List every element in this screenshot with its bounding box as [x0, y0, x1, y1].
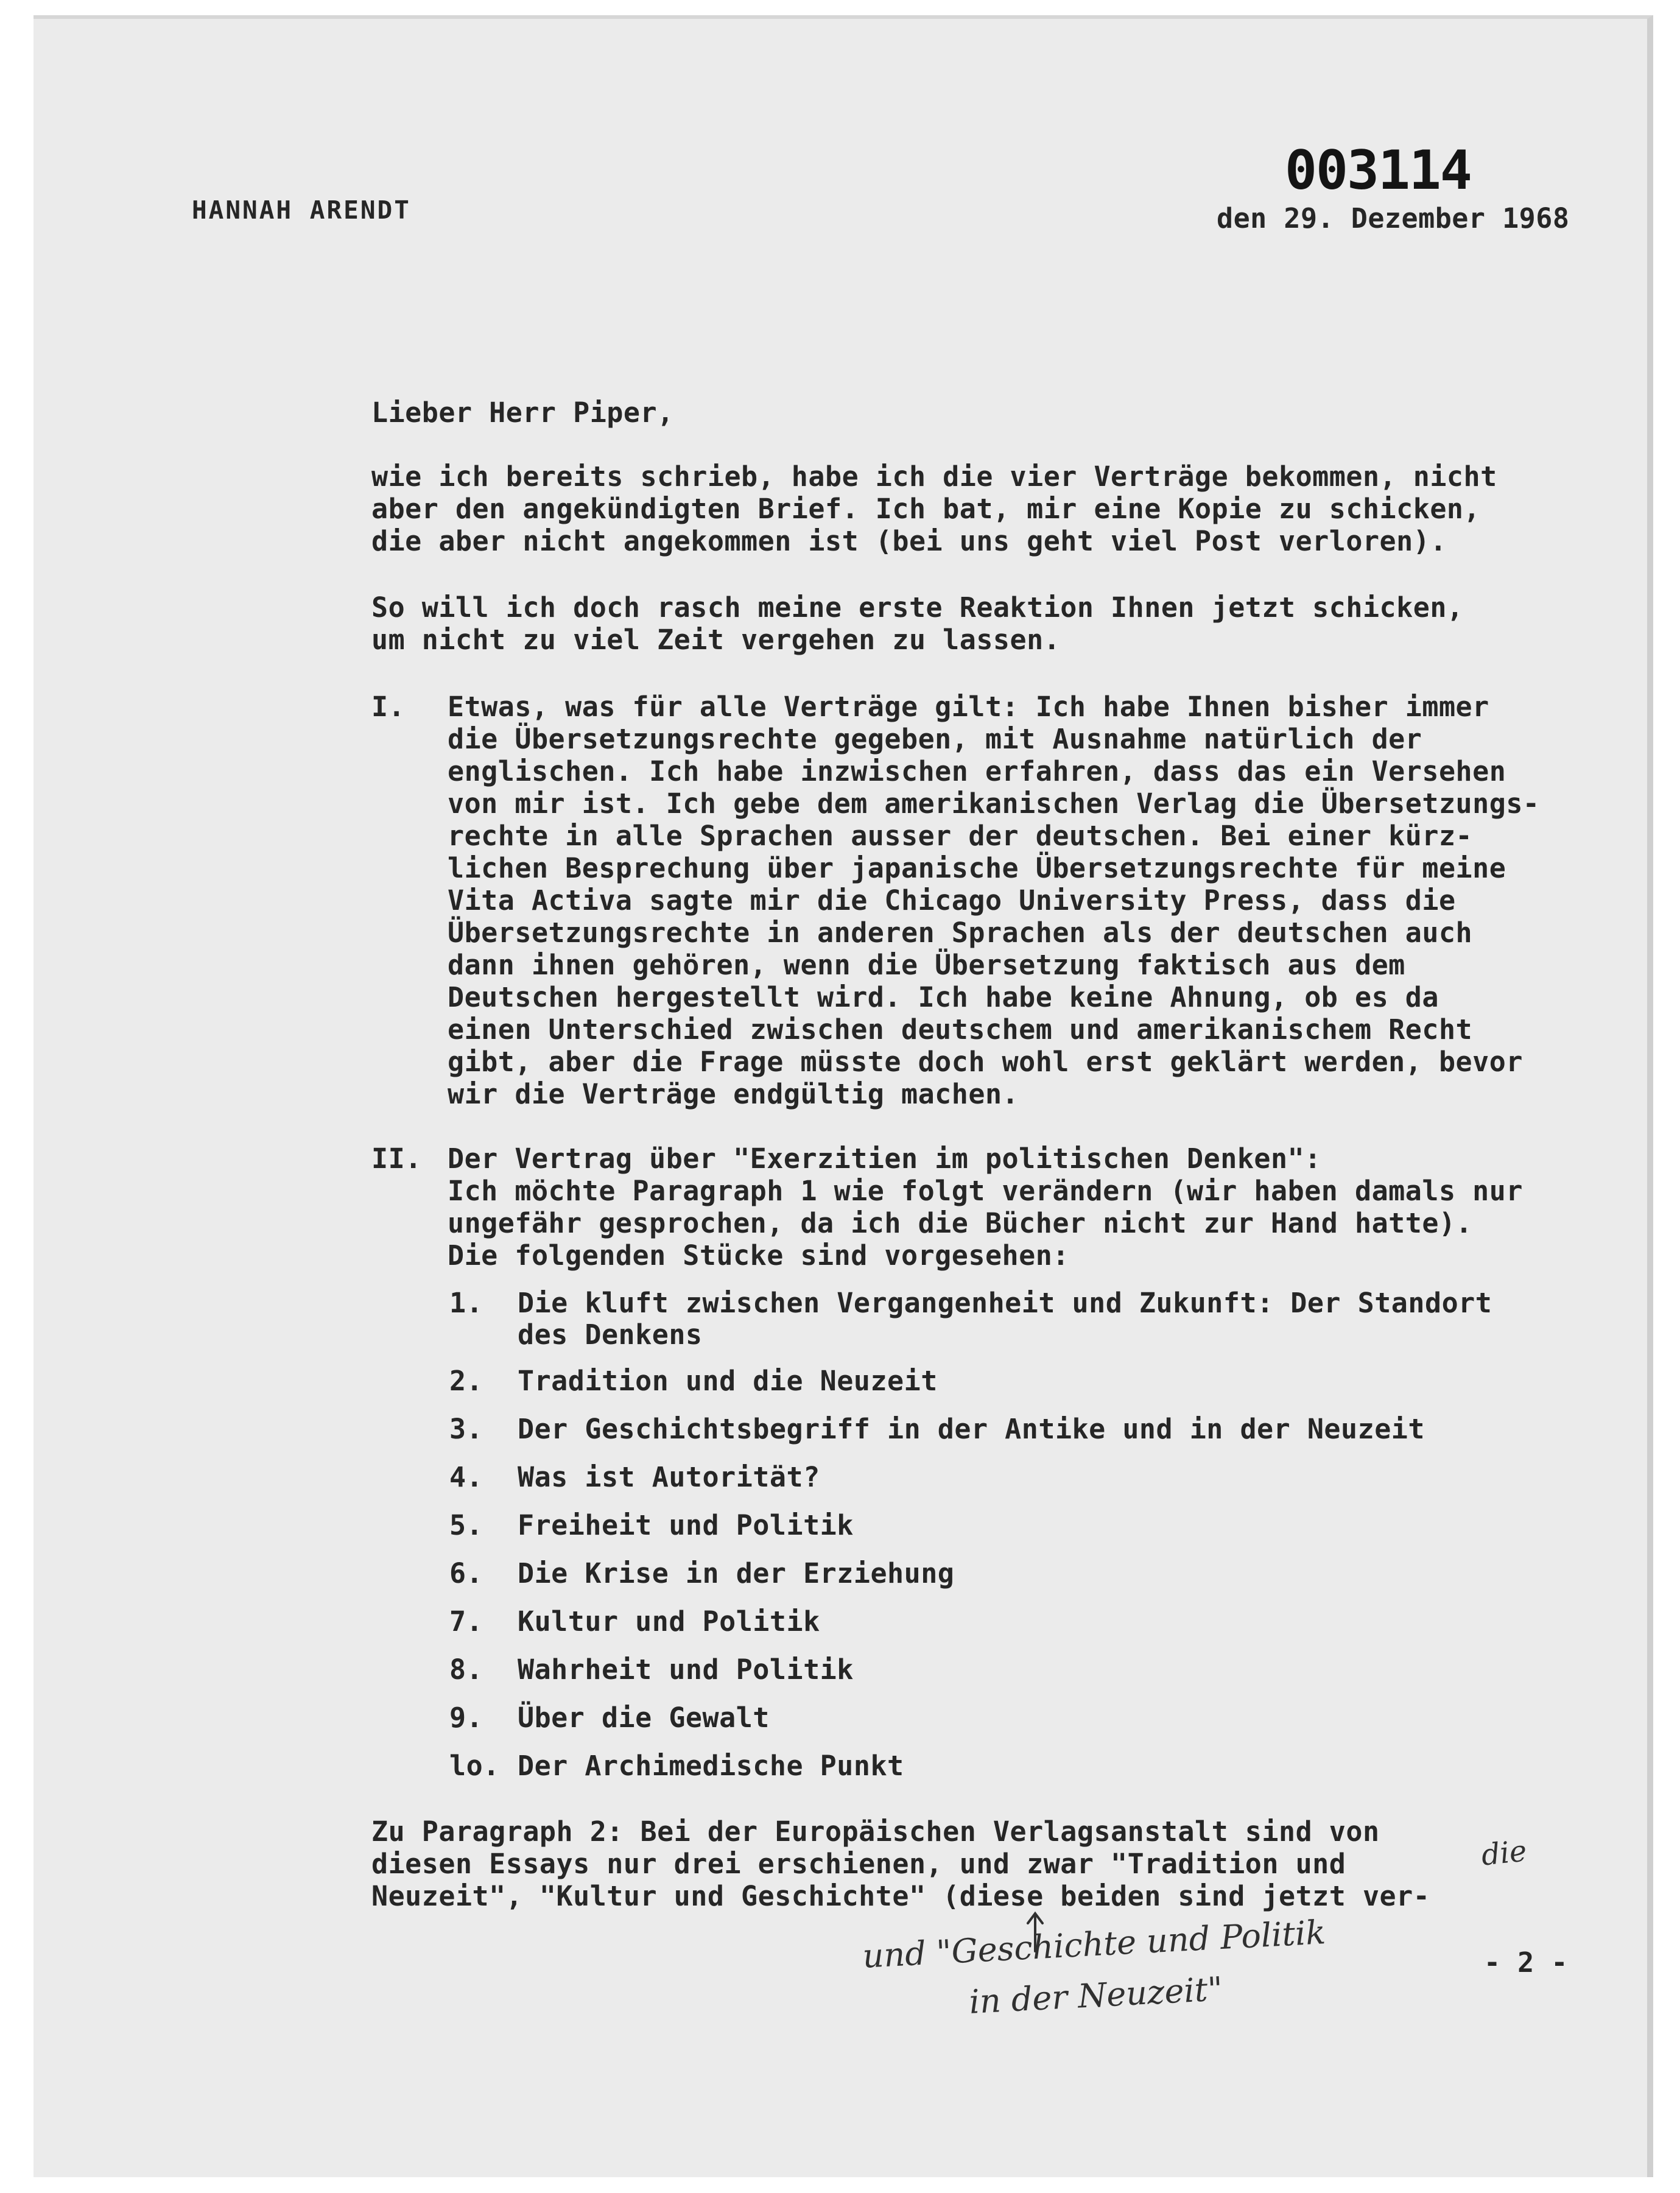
section-1-line: einen Unterschied zwischen deutschem und amerikanischem Recht	[448, 1013, 1473, 1046]
paragraph-1-line: wie ich bereits schrieb, habe ich die vier Verträge bekommen, nicht	[371, 460, 1497, 493]
archive-stamp-number: 003114	[1285, 139, 1471, 202]
section-2-line: Die folgenden Stücke sind vorgesehen:	[448, 1239, 1069, 1272]
closing-paragraph-line: diesen Essays nur drei erschienen, und zwar "Tradition und	[371, 1848, 1346, 1880]
sender-name: HANNAH ARENDT	[192, 195, 411, 225]
section-1-line: Übersetzungsrechte in anderen Sprachen als der deutschen auch	[448, 917, 1473, 949]
essay-title: Der Archimedische Punkt	[518, 1750, 904, 1782]
section-2-line: Ich möchte Paragraph 1 wie folgt verändern (wir haben damals nur	[448, 1175, 1523, 1207]
section-1-line: wir die Verträge endgültig machen.	[448, 1078, 1019, 1110]
essay-number: 6.	[449, 1557, 483, 1589]
paragraph-2-line: So will ich doch rasch meine erste Reaktion Ihnen jetzt schicken,	[371, 591, 1464, 624]
essay-title: Freiheit und Politik	[518, 1509, 854, 1541]
section-2-line: Der Vertrag über "Exerzitien im politischen Denken":	[448, 1142, 1321, 1175]
essay-title: Der Geschichtsbegriff in der Antike und in der Neuzeit	[518, 1413, 1425, 1445]
section-2-line: ungefähr gesprochen, da ich die Bücher nicht zur Hand hatte).	[448, 1207, 1473, 1239]
section-1-line: dann ihnen gehören, wenn die Übersetzung faktisch aus dem	[448, 949, 1405, 981]
essay-title: Kultur und Politik	[518, 1605, 820, 1638]
essay-title-continued: des Denkens	[518, 1318, 703, 1351]
handwritten-insert-die: die	[1480, 1834, 1528, 1873]
essay-number: 9.	[449, 1702, 483, 1734]
section-1-line: die Übersetzungsrechte gegeben, mit Ausnahme natürlich der	[448, 723, 1422, 755]
handwritten-note-line: in der Neuzeit"	[968, 1969, 1224, 2021]
letter-date: den 29. Dezember 1968	[1217, 202, 1570, 234]
essay-number: 4.	[449, 1461, 483, 1493]
page-number: - 2 -	[1484, 1946, 1568, 1979]
essay-number: 8.	[449, 1653, 483, 1686]
essay-title: Die kluft zwischen Vergangenheit und Zukunft: Der Standort	[518, 1287, 1492, 1319]
essay-title: Was ist Autorität?	[518, 1461, 820, 1493]
section-1-line: Deutschen hergestellt wird. Ich habe keine Ahnung, ob es da	[448, 981, 1439, 1013]
essay-title: Über die Gewalt	[518, 1702, 770, 1734]
section-1-number: I.	[371, 691, 406, 723]
section-1-line: gibt, aber die Frage müsste doch wohl erst geklärt werden, bevor	[448, 1046, 1523, 1078]
essay-title: Die Krise in der Erziehung	[518, 1557, 955, 1589]
section-2-number: II.	[371, 1142, 422, 1175]
essay-number: 7.	[449, 1605, 483, 1638]
section-1-line: von mir ist. Ich gebe dem amerikanischen Verlag die Übersetzungs-	[448, 787, 1540, 820]
essay-title: Tradition und die Neuzeit	[518, 1365, 938, 1397]
handwritten-note-line: und "Geschichte und Politik	[862, 1913, 1327, 1976]
paragraph-1-line: die aber nicht angekommen ist (bei uns geht viel Post verloren).	[371, 525, 1447, 557]
closing-paragraph-line: Neuzeit", "Kultur und Geschichte" (diese beiden sind jetzt ver-	[371, 1880, 1430, 1912]
section-1-line: Etwas, was für alle Verträge gilt: Ich habe Ihnen bisher immer	[448, 691, 1489, 723]
essay-number: 5.	[449, 1509, 483, 1541]
section-1-line: rechte in alle Sprachen ausser der deutschen. Bei einer kürz-	[448, 820, 1473, 852]
letter-page	[33, 15, 1653, 2177]
essay-number: 1.	[449, 1287, 483, 1319]
essay-number: lo.	[449, 1750, 500, 1782]
salutation: Lieber Herr Piper,	[371, 396, 674, 429]
essay-number: 2.	[449, 1365, 483, 1397]
essay-number: 3.	[449, 1413, 483, 1445]
paragraph-1-line: aber den angekündigten Brief. Ich bat, mir eine Kopie zu schicken,	[371, 493, 1481, 525]
essay-title: Wahrheit und Politik	[518, 1653, 854, 1686]
section-1-line: lichen Besprechung über japanische Übersetzungsrechte für meine	[448, 852, 1506, 884]
closing-paragraph-line: Zu Paragraph 2: Bei der Europäischen Verlagsanstalt sind von	[371, 1815, 1380, 1848]
section-1-line: Vita Activa sagte mir die Chicago University Press, dass die	[448, 884, 1456, 917]
paragraph-2-line: um nicht zu viel Zeit vergehen zu lassen.	[371, 624, 1061, 656]
section-1-line: englischen. Ich habe inzwischen erfahren, dass das ein Versehen	[448, 755, 1506, 787]
